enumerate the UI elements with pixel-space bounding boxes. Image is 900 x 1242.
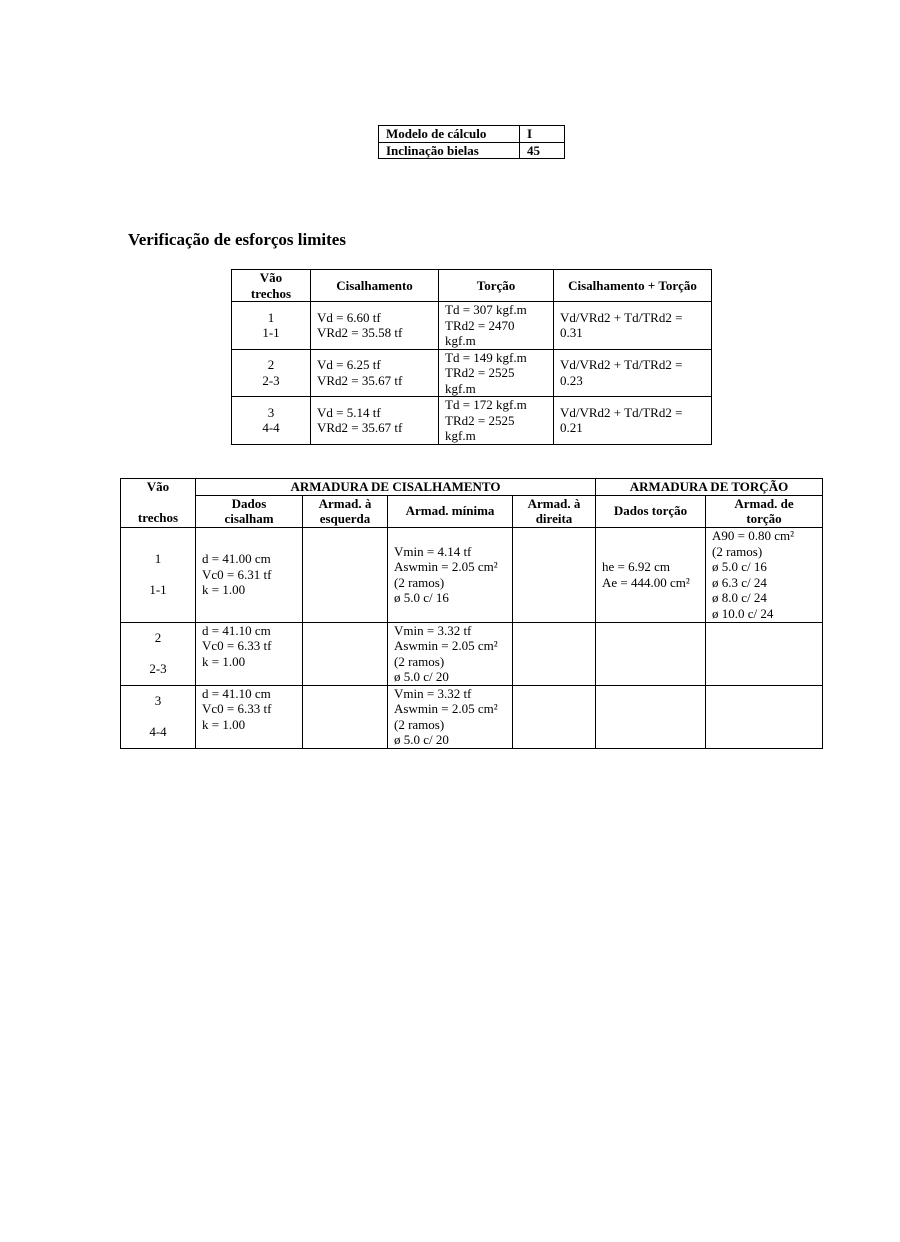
inclination-value: 45 bbox=[520, 142, 565, 159]
cell-torsion-rebar bbox=[706, 685, 823, 748]
table-header-row bbox=[121, 479, 823, 496]
table-header-row bbox=[121, 495, 823, 527]
cell-torsion-data bbox=[596, 685, 706, 748]
cell-torsion: Td = 172 kgf.m TRd2 = 2525 kgf.m bbox=[439, 397, 554, 445]
column-header-shear-data: Dados cisalham bbox=[196, 495, 303, 527]
cell-combined: Vd/VRd2 + Td/TRd2 = 0.23 bbox=[554, 349, 712, 397]
limits-table bbox=[231, 269, 712, 445]
cell-shear: Vd = 6.25 tf VRd2 = 35.67 tf bbox=[311, 349, 439, 397]
column-header-torsion-data: Dados torção bbox=[596, 495, 706, 527]
cell-combined: Vd/VRd2 + Td/TRd2 = 0.31 bbox=[554, 302, 712, 350]
cell-shear: Vd = 6.60 tf VRd2 = 35.58 tf bbox=[311, 302, 439, 350]
shear-reinforcement-header: ARMADURA DE CISALHAMENTO bbox=[196, 479, 596, 496]
cell-min-rebar: Vmin = 3.32 tf Aswmin = 2.05 cm² (2 ramos) ø 5.0 c/ 20 bbox=[388, 622, 513, 685]
cell-left-rebar bbox=[303, 527, 388, 622]
cell-min-rebar: Vmin = 4.14 tf Aswmin = 2.05 cm² (2 ramos) ø 5.0 c/ 16 bbox=[388, 527, 513, 622]
cell-torsion-rebar bbox=[706, 622, 823, 685]
column-header-torsion-rebar: Armad. de torção bbox=[706, 495, 823, 527]
table-row bbox=[121, 527, 823, 622]
table-row bbox=[121, 685, 823, 748]
cell-left-rebar bbox=[303, 685, 388, 748]
column-header-shear: Cisalhamento bbox=[311, 270, 439, 302]
column-header-torsion: Torção bbox=[439, 270, 554, 302]
column-header-left-rebar: Armad. à esquerda bbox=[303, 495, 388, 527]
cell-torsion-data bbox=[596, 622, 706, 685]
cell-shear-data: d = 41.10 cm Vc0 = 6.33 tf k = 1.00 bbox=[196, 685, 303, 748]
cell-vao: 2 2-3 bbox=[232, 349, 311, 397]
torsion-reinforcement-header: ARMADURA DE TORÇÃO bbox=[596, 479, 823, 496]
column-header-right-rebar: Armad. à direita bbox=[513, 495, 596, 527]
table-header-row bbox=[232, 270, 712, 302]
cell-right-rebar bbox=[513, 685, 596, 748]
table-row bbox=[232, 349, 712, 397]
section-title: Verificação de esforços limites bbox=[128, 230, 346, 249]
column-header-min-rebar: Armad. mínima bbox=[388, 495, 513, 527]
table-row bbox=[379, 126, 565, 143]
cell-vao: 2 2-3 bbox=[121, 622, 196, 685]
column-header-combined: Cisalhamento + Torção bbox=[554, 270, 712, 302]
table-row bbox=[232, 397, 712, 445]
cell-shear-data: d = 41.00 cm Vc0 = 6.31 tf k = 1.00 bbox=[196, 527, 303, 622]
table-row bbox=[379, 142, 565, 159]
cell-torsion-rebar: A90 = 0.80 cm² (2 ramos) ø 5.0 c/ 16 ø 6.3 c/ 24 ø 8.0 c/ 24 ø 10.0 c/ 24 bbox=[706, 527, 823, 622]
cell-shear-data: d = 41.10 cm Vc0 = 6.33 tf k = 1.00 bbox=[196, 622, 303, 685]
cell-left-rebar bbox=[303, 622, 388, 685]
inclination-label: Inclinação bielas bbox=[379, 142, 520, 159]
cell-vao: 1 1-1 bbox=[121, 527, 196, 622]
column-header-vao: Vão trechos bbox=[232, 270, 311, 302]
table-row bbox=[232, 302, 712, 350]
column-header-vao: Vão trechos bbox=[121, 479, 196, 528]
model-table bbox=[378, 125, 565, 159]
cell-right-rebar bbox=[513, 527, 596, 622]
cell-right-rebar bbox=[513, 622, 596, 685]
cell-torsion: Td = 149 kgf.m TRd2 = 2525 kgf.m bbox=[439, 349, 554, 397]
cell-combined: Vd/VRd2 + Td/TRd2 = 0.21 bbox=[554, 397, 712, 445]
rebar-table bbox=[120, 478, 823, 749]
cell-vao: 3 4-4 bbox=[121, 685, 196, 748]
cell-vao: 1 1-1 bbox=[232, 302, 311, 350]
cell-torsion-data: he = 6.92 cm Ae = 444.00 cm² bbox=[596, 527, 706, 622]
model-label: Modelo de cálculo bbox=[379, 126, 520, 143]
cell-min-rebar: Vmin = 3.32 tf Aswmin = 2.05 cm² (2 ramos) ø 5.0 c/ 20 bbox=[388, 685, 513, 748]
table-row bbox=[121, 622, 823, 685]
cell-shear: Vd = 5.14 tf VRd2 = 35.67 tf bbox=[311, 397, 439, 445]
cell-vao: 3 4-4 bbox=[232, 397, 311, 445]
cell-torsion: Td = 307 kgf.m TRd2 = 2470 kgf.m bbox=[439, 302, 554, 350]
model-value: I bbox=[520, 126, 565, 143]
